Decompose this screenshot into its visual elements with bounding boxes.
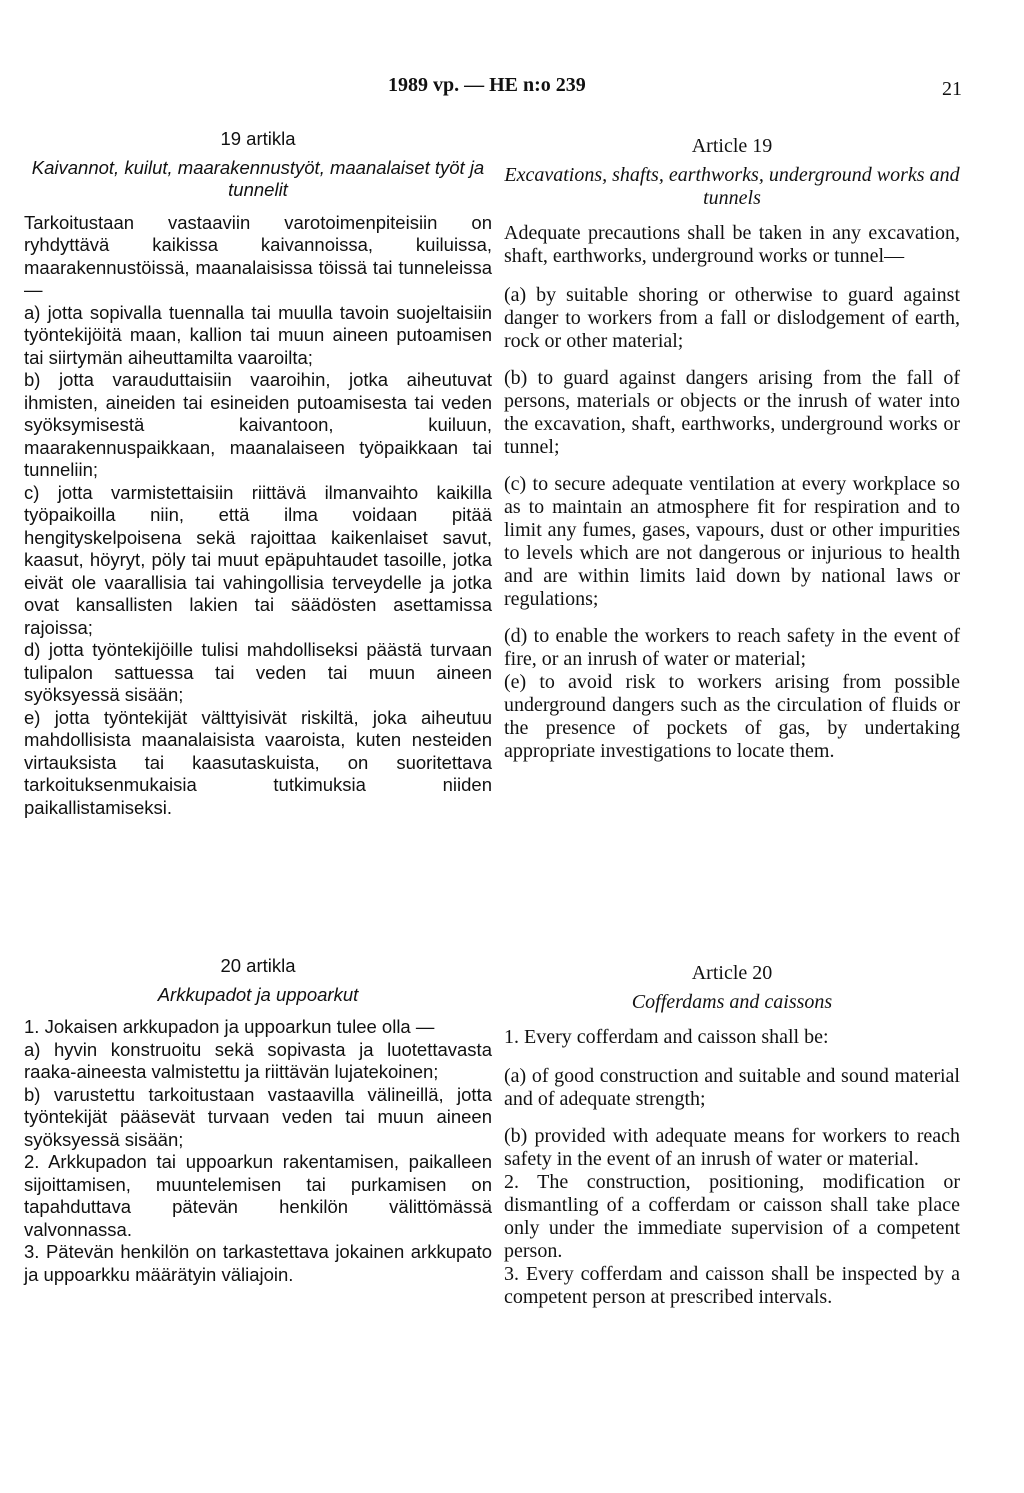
paragraph-1: 1. Every cofferdam and caisson shall be: bbox=[504, 1026, 829, 1048]
paragraph-1: 1. Jokaisen arkkupadon ja uppoarkun tulee olla — bbox=[24, 1016, 435, 1037]
article-title: Article 20 bbox=[691, 962, 773, 984]
clause-a: a) hyvin konstruoitu sekä sopivasta ja luotettavasta raaka-aineesta valmistettu ja riittävän lujatekoinen; bbox=[24, 1038, 492, 1082]
clause-c: (c) to secure adequate ventilation at every workplace so as to maintain an atmosphere fit for respiration and to limit any fumes, gases, vapours, dust or other impurities to levels which are not dangerous or injurious to health and are within limits laid down by national laws or regulations; bbox=[504, 473, 960, 610]
clause-d: (d) to enable the workers to reach safety in the event of fire, or an inrush of water or material; bbox=[504, 625, 960, 670]
clause-e: (e) to avoid risk to workers arising from possible underground dangers such as the circulation of fluids or the presence of pockets of gas, by undertaking appropriate investigations to locate them. bbox=[504, 671, 960, 762]
document-reference: 1989 vp. — HE n:o 239 bbox=[388, 74, 586, 96]
article-subtitle: Excavations, shafts, earthworks, underground works and tunnels bbox=[504, 164, 960, 209]
paragraph-2: 2. Arkkupadon tai uppoarkun rakentamisen, paikalleen sijoittamisen, muuntelemisen tai purkamisen on tapahduttava pätevän henkilön välittömässä valvonnassa. bbox=[24, 1151, 492, 1240]
article-title: 19 artikla bbox=[220, 128, 296, 149]
article-intro: Tarkoitustaan vastaaviin varotoimenpiteisiin on ryhdyttävä kaikissa kaivannoissa, kuiluissa, maarakennustöissä, maanalaisissa töissä tai tunneleissa — bbox=[24, 211, 492, 300]
paragraph-3: 3. Every cofferdam and caisson shall be inspected by a competent person at prescribed intervals. bbox=[504, 1263, 960, 1308]
article-title: 20 artikla bbox=[220, 955, 296, 976]
clause-b: (b) provided with adequate means for workers to reach safety in the event of an inrush of water or material. bbox=[504, 1125, 960, 1170]
clause-b: (b) to guard against dangers arising from the fall of persons, materials or objects or the inrush of water into the excavation, shaft, earthworks, underground works or tunnel; bbox=[504, 367, 960, 458]
clause-e: e) jotta työntekijät välttyisivät riskiltä, joka aiheutuu mahdollisista maanalaisista vaaroista, kuten nesteiden virtauksista tai kaasutaskuista, on suoritettava tarkoituksenmukaisia tutkimuksia niiden paikallistamiseksi. bbox=[24, 706, 492, 818]
page-number: 21 bbox=[942, 78, 962, 100]
article-subtitle: Arkkupadot ja uppoarkut bbox=[157, 983, 359, 1005]
english-article-20 bbox=[504, 962, 960, 1309]
clause-a: (a) by suitable shoring or otherwise to guard against danger to workers from a fall or dislodgement of earth, rock or other material; bbox=[504, 284, 960, 352]
paragraph-3: 3. Pätevän henkilön on tarkastettava jokainen arkkupato ja uppoarkku määrätyin väliajoin. bbox=[24, 1241, 492, 1285]
clause-c: c) jotta varmistettaisiin riittävä ilmanvaihto kaikilla työpaikoilla niin, että ilma voidaan pitää hengityskelpoisena sekä rajoittaa kaikenlaiset savut, kaasut, höyryt, pöly tai muut epäpuhtaudet tasoille, jotka eivät ole vaarallisia tai vahingollisia terveydelle ja jotka ovat kansallisten lakien tai säädösten asettamissa rajoissa; bbox=[24, 481, 492, 638]
clause-d: d) jotta työntekijöille tulisi mahdolliseksi päästä turvaan tulipalon sattuessa tai veden tai muun aineen syöksyessä sisään; bbox=[24, 639, 492, 705]
clause-a: (a) of good construction and suitable and sound material and of adequate strength; bbox=[504, 1065, 960, 1110]
article-title: Article 19 bbox=[691, 135, 773, 157]
article-subtitle: Kaivannot, kuilut, maarakennustyöt, maanalaiset työt ja tunnelit bbox=[31, 156, 485, 200]
english-article-19 bbox=[504, 135, 960, 763]
clause-a: a) jotta sopivalla tuennalla tai muulla tavoin suojeltaisiin työntekijöitä maan, kallion tai muun aineen putoamisen tai siirtymän aiheuttamilta vaaroilta; bbox=[24, 301, 492, 368]
paragraph-2: 2. The construction, positioning, modification or dismantling of a cofferdam or caisson shall take place only under the immediate supervision of a competent person. bbox=[504, 1171, 960, 1262]
page-header bbox=[0, 74, 1024, 104]
clause-b: b) jotta varauduttaisiin vaaroihin, jotka aiheutuvat ihmisten, aineiden tai esineiden putoamisesta tai veden syöksymisestä kaivantoon, kuiluun, maarakennuspaikkaan, maanalaiseen työpaikkaan tai tunneliin; bbox=[24, 369, 492, 480]
finnish-article-20 bbox=[24, 955, 492, 1286]
clause-b: b) varustettu tarkoitustaan vastaavilla välineillä, jotta työntekijät pääsevät turvaan veden tai muun aineen syöksyessä sisään; bbox=[24, 1083, 492, 1150]
article-intro: Adequate precautions shall be taken in any excavation, shaft, earthworks, underground works or tunnel— bbox=[504, 222, 960, 267]
article-subtitle: Cofferdams and caissons bbox=[631, 991, 833, 1013]
finnish-article-19 bbox=[24, 128, 492, 819]
